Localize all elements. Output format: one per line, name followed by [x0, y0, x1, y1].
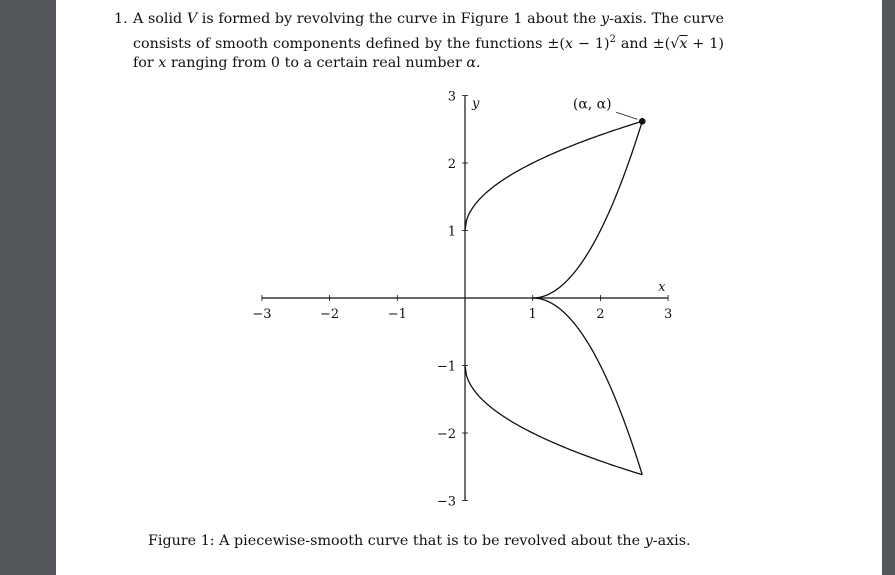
x-tick-label: 2 [596, 307, 605, 322]
curve--(sqrt(x)+1) [465, 366, 642, 475]
y-tick-label: −2 [436, 427, 456, 442]
y-tick-label: −3 [436, 494, 456, 510]
y-axis-label: y [472, 96, 480, 112]
y-tick-label: 3 [447, 89, 456, 105]
alpha-point [639, 118, 646, 125]
x-tick-label: 1 [528, 307, 537, 322]
problem-text: A solid V is formed by revolving the curve in Figure 1 about the y-axis. The curve consists of smooth components defined by the functions $\pm(x - 1)^2$ and ±(√x + 1) for x ranging from 0 to a certain real number α. [133, 11, 725, 71]
curve-sqrt(x)+1 [465, 121, 642, 230]
x-tick-label: −2 [320, 307, 340, 322]
x-tick-label: 3 [663, 307, 673, 322]
y-tick-label: 1 [447, 224, 456, 240]
x-tick-label: −1 [387, 307, 407, 322]
curve--(x-1)^2 [533, 298, 643, 475]
problem-number: 1. [114, 11, 128, 27]
alpha-label: (α, α) [572, 96, 612, 113]
x-axis-label: x [658, 280, 666, 295]
y-tick-label: −1 [436, 359, 456, 375]
curve-(x-1)^2 [533, 121, 643, 298]
figure-caption: Figure 1: A piecewise-smooth curve that is to be revolved about the y-axis. [148, 533, 691, 549]
x-tick-label: −3 [252, 307, 272, 322]
y-tick-label: 2 [447, 157, 456, 172]
alpha-leader-line [616, 112, 637, 119]
